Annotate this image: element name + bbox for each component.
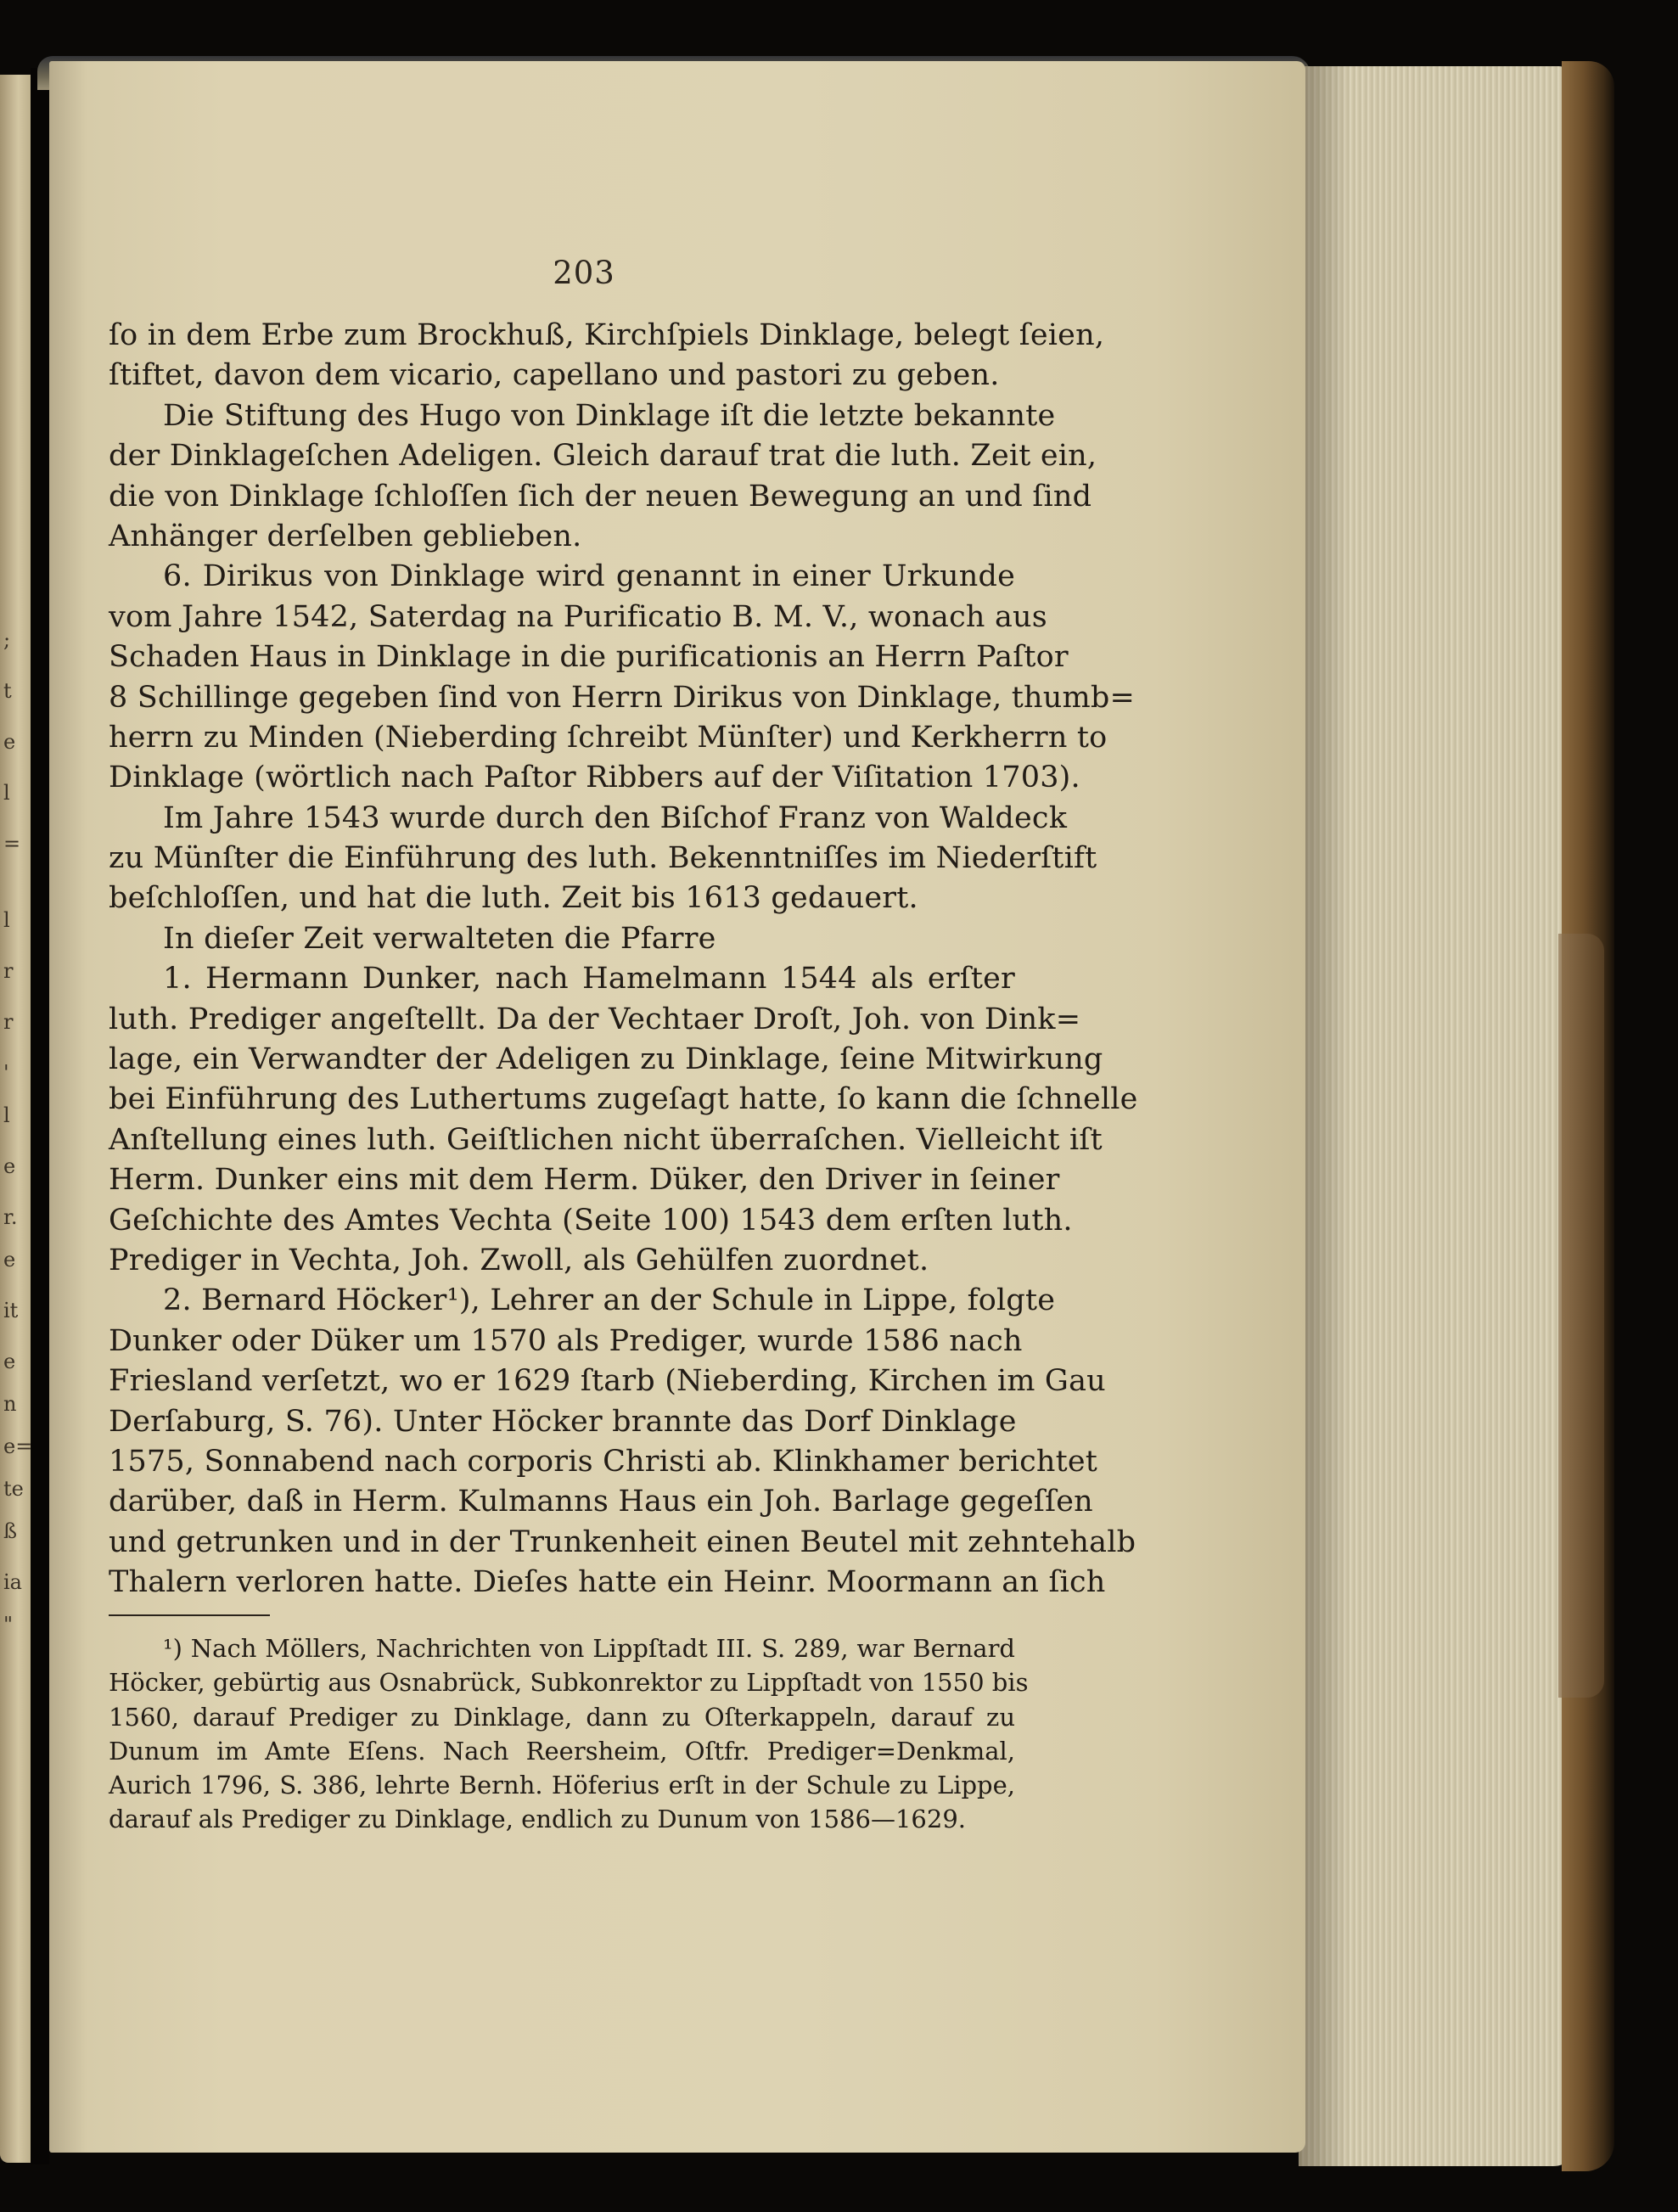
footnotes	[109, 1631, 1029, 1837]
margin-fragment: e=	[3, 1434, 33, 1458]
margin-fragment: t	[3, 679, 12, 703]
text-line: der Dinklageſchen Adeligen. Gleich darauf trat die luth. Zeit ein,	[109, 439, 1097, 474]
text-line: vom Jahre 1542, Saterdag na Purificatio B. M. V., wonach aus	[109, 599, 1047, 634]
text-line: Derſaburg, S. 76). Unter Höcker brannte das Dorf Dinklage	[109, 1404, 1017, 1439]
margin-fragment: l	[3, 908, 10, 932]
body-text	[109, 316, 1138, 1603]
text-line: 1. Hermann Dunker, nach Hamelmann 1544 als erſter	[163, 962, 1015, 997]
margin-fragment: e	[3, 1154, 16, 1178]
margin-fragment: '	[3, 1061, 9, 1085]
margin-fragment: it	[3, 1299, 19, 1322]
margin-fragment: l	[3, 1103, 10, 1127]
footnote-line: 1560, darauf Prediger zu Dinklage, dann zu Oſterkappeln, darauf zu	[109, 1702, 1015, 1732]
text-line: Schaden Haus in Dinklage in die purificationis an Herrn Paſtor	[109, 640, 1069, 675]
text-line: bei Einführung des Luthertums zugeſagt hatte, ſo kann die ſchnelle	[109, 1082, 1138, 1117]
text-line: Dinklage (wörtlich nach Paſtor Ribbers auf der Viſitation 1703).	[109, 761, 1080, 795]
text-line: 1575, Sonnabend nach corporis Christi ab. Klinkhamer berichtet	[109, 1444, 1098, 1479]
margin-fragment: ;	[3, 628, 11, 652]
text-line: Thalern verloren hatte. Dieſes hatte ein Heinr. Moormann an ſich	[109, 1565, 1106, 1600]
footnote-line: Dunum im Amte Eſens. Nach Reersheim, Oſtfr. Prediger=Denkmal,	[109, 1736, 1015, 1766]
text-line: Herm. Dunker eins mit dem Herm. Düker, den Driver in ſeiner	[109, 1163, 1060, 1198]
footnote-line: darauf als Prediger zu Dinklage, endlich zu Dunum von 1586—1629.	[109, 1805, 966, 1834]
text-line: zu Münſter die Einführung des luth. Bekenntniſſes im Niederſtift	[109, 841, 1097, 876]
margin-fragment: n	[3, 1392, 17, 1416]
margin-fragment: r.	[3, 1205, 18, 1229]
text-line: lage, ein Verwandter der Adeligen zu Dinklage, ſeine Mitwirkung	[109, 1042, 1103, 1077]
margin-fragment: ia	[3, 1570, 22, 1594]
text-line: beſchloſſen, und hat die luth. Zeit bis 1613 gedauert.	[109, 881, 918, 916]
text-line: ſo in dem Erbe zum Brockhuß, Kirchſpiels Dinklage, belegt ſeien,	[109, 318, 1105, 352]
margin-fragment: te	[3, 1477, 24, 1501]
text-line: Geſchichte des Amtes Vechta (Seite 100) 1543 dem erſten luth.	[109, 1203, 1073, 1238]
text-line: und getrunken und in der Trunkenheit einen Beutel mit zehntehalb	[109, 1524, 1136, 1559]
margin-fragment: e	[3, 1350, 16, 1373]
text-line: 8 Schillinge gegeben ſind von Herrn Dirikus von Dinklage, thumb=	[109, 680, 1136, 715]
text-line: Im Jahre 1543 wurde durch den Biſchof Franz von Waldeck	[163, 800, 1068, 835]
text-line: luth. Prediger angeſtellt. Da der Vechtaer Droſt, Joh. von Dink=	[109, 1002, 1081, 1036]
text-line: Prediger in Vechta, Joh. Zwoll, als Gehülfen zuordnet.	[109, 1243, 929, 1277]
page-stack-shadow	[1299, 66, 1350, 2166]
text-line: ſtiftet, davon dem vicario, capellano und pastori zu geben.	[109, 358, 1000, 393]
margin-fragment: r	[3, 959, 14, 983]
margin-fragment: r	[3, 1010, 14, 1034]
footnote-line: Aurich 1796, S. 386, lehrte Bernh. Höferius erſt in der Schule zu Lippe,	[109, 1771, 1015, 1800]
cover-wear	[1558, 934, 1604, 1698]
text-line: Anſtellung eines luth. Geiſtlichen nicht überraſchen. Vielleicht iſt	[109, 1122, 1103, 1157]
page-number: 203	[553, 255, 615, 291]
text-line: herrn zu Minden (Nieberding ſchreibt Münſter) und Kerkherrn to	[109, 720, 1108, 755]
text-line: 6. Dirikus von Dinklage wird genannt in einer Urkunde	[163, 559, 1015, 594]
text-line: Friesland verſetzt, wo er 1629 ſtarb (Nieberding, Kirchen im Gau	[109, 1364, 1106, 1399]
footnote-line: Höcker, gebürtig aus Osnabrück, Subkonrektor zu Lippſtadt von 1550 bis	[109, 1668, 1029, 1698]
text-line: Die Stiftung des Hugo von Dinklage iſt die letzte bekannte	[163, 398, 1056, 433]
footnote-rule	[109, 1614, 270, 1616]
text-line: Anhänger derſelben geblieben.	[109, 519, 582, 553]
text-line: Dunker oder Düker um 1570 als Prediger, wurde 1586 nach	[109, 1323, 1023, 1358]
margin-fragment: ß	[3, 1519, 18, 1543]
margin-fragment: "	[3, 1613, 14, 1637]
text-line: darüber, daß in Herm. Kulmanns Haus ein Joh. Barlage gegeſſen	[109, 1485, 1093, 1519]
margin-fragment: l	[3, 781, 10, 805]
text-line: In dieſer Zeit verwalteten die Pfarre	[163, 921, 716, 956]
gutter-shadow	[31, 68, 49, 2164]
footnote-line: ¹) Nach Möllers, Nachrichten von Lippſtadt III. S. 289, war Bernard	[163, 1634, 1015, 1663]
margin-fragment: e	[3, 1248, 16, 1272]
text-line: die von Dinklage ſchloſſen ſich der neuen Bewegung an und ſind	[109, 479, 1092, 514]
margin-fragment: e	[3, 730, 16, 754]
margin-fragment: =	[3, 832, 21, 856]
text-line: 2. Bernard Höcker¹), Lehrer an der Schule in Lippe, folgte	[163, 1283, 1056, 1318]
